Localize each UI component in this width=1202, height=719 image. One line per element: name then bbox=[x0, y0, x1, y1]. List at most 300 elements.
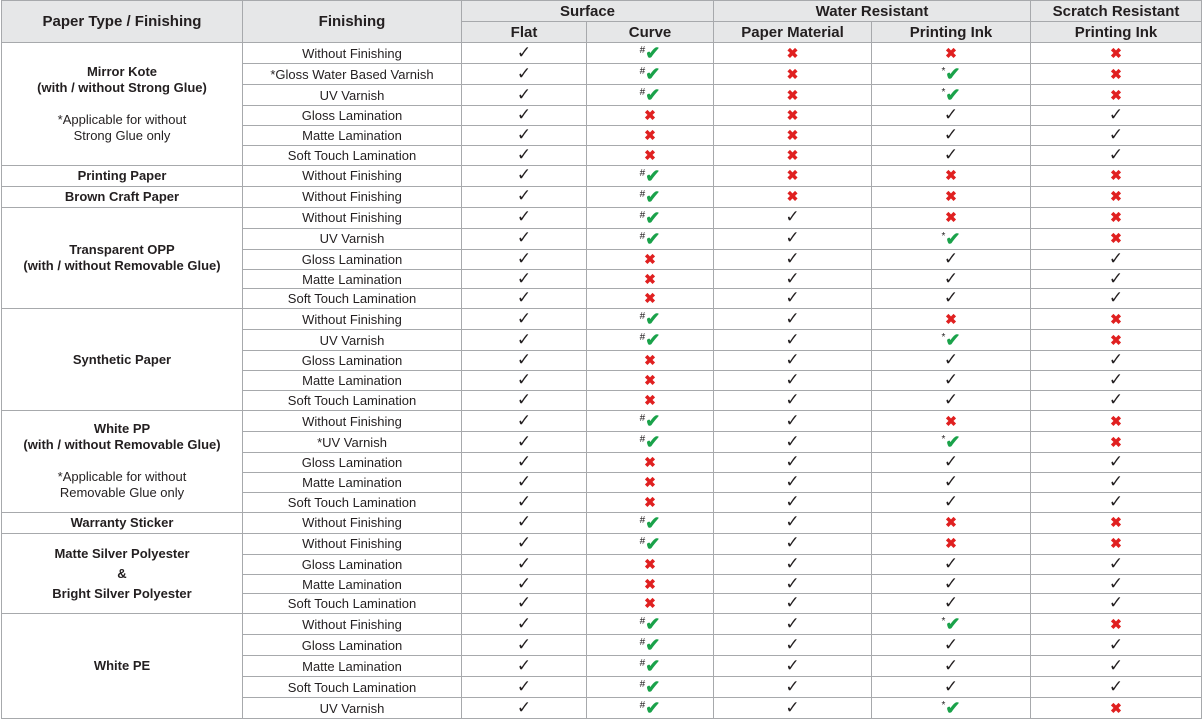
green-check-icon: ✔ bbox=[945, 330, 961, 351]
check-icon: ✓ bbox=[785, 431, 800, 451]
finishing-cell: *UV Varnish bbox=[243, 432, 462, 453]
paper-cell bbox=[714, 309, 872, 330]
curve-cell bbox=[587, 533, 714, 554]
paper-type-cell bbox=[2, 43, 243, 166]
flat-cell bbox=[462, 64, 587, 85]
paper-cell bbox=[714, 554, 872, 574]
flat-cell bbox=[462, 614, 587, 635]
green-check-icon: ✔ bbox=[645, 677, 661, 698]
paper-cell bbox=[714, 574, 872, 594]
scratch-cell bbox=[1031, 228, 1202, 249]
check-icon: ✓ bbox=[1108, 268, 1124, 288]
check-icon: ✓ bbox=[516, 165, 532, 185]
finishing-cell: Matte Lamination bbox=[243, 125, 462, 145]
cross-icon: ✖ bbox=[786, 188, 799, 205]
check-icon: ✓ bbox=[516, 42, 532, 62]
green-check-icon: ✔ bbox=[645, 432, 661, 453]
check-icon: ✓ bbox=[516, 471, 532, 491]
finishing-cell: Gloss Lamination bbox=[243, 554, 462, 574]
check-icon: ✓ bbox=[1108, 655, 1124, 675]
check-icon: ✓ bbox=[516, 63, 532, 83]
curve-cell bbox=[587, 371, 714, 391]
check-icon: ✓ bbox=[516, 228, 532, 248]
finishing-cell: Without Finishing bbox=[243, 43, 462, 64]
ink-cell bbox=[872, 492, 1031, 512]
green-check-icon: ✔ bbox=[645, 411, 661, 432]
green-check-icon: ✔ bbox=[645, 698, 661, 719]
curve-cell bbox=[587, 351, 714, 371]
cross-icon: ✖ bbox=[786, 146, 799, 163]
check-icon: ✓ bbox=[943, 248, 959, 268]
finishing-cell: Gloss Lamination bbox=[243, 453, 462, 473]
scratch-cell bbox=[1031, 411, 1202, 432]
check-icon: ✓ bbox=[943, 104, 959, 124]
check-icon: ✓ bbox=[516, 613, 532, 633]
paper-cell bbox=[714, 207, 872, 228]
hash-note-marker: # bbox=[639, 514, 646, 526]
flat-cell bbox=[462, 574, 587, 594]
check-icon: ✓ bbox=[785, 288, 800, 308]
paper-cell bbox=[714, 453, 872, 473]
flat-cell bbox=[462, 330, 587, 351]
check-icon: ✓ bbox=[943, 634, 959, 654]
green-check-icon: ✔ bbox=[645, 228, 661, 249]
ink-cell bbox=[872, 453, 1031, 473]
check-icon: ✓ bbox=[516, 124, 532, 144]
paper-cell bbox=[714, 698, 872, 719]
cross-icon: ✖ bbox=[1110, 412, 1122, 429]
check-icon: ✓ bbox=[516, 308, 532, 328]
hash-note-marker: # bbox=[639, 679, 646, 691]
flat-cell bbox=[462, 207, 587, 228]
green-check-icon: ✔ bbox=[945, 64, 961, 84]
scratch-cell bbox=[1031, 106, 1202, 126]
check-icon: ✓ bbox=[943, 655, 959, 675]
scratch-cell bbox=[1031, 43, 1202, 64]
paper-type-name: White PP bbox=[93, 421, 151, 437]
check-icon: ✓ bbox=[516, 207, 532, 227]
cross-icon: ✖ bbox=[644, 453, 656, 470]
finishing-cell: Soft Touch Lamination bbox=[243, 391, 462, 411]
flat-cell bbox=[462, 228, 587, 249]
table-row bbox=[2, 309, 1202, 330]
check-icon: ✓ bbox=[943, 451, 959, 471]
flat-cell bbox=[462, 125, 587, 145]
scratch-cell bbox=[1031, 330, 1202, 351]
check-icon: ✓ bbox=[1108, 593, 1124, 613]
check-icon: ✓ bbox=[785, 207, 800, 227]
check-icon: ✓ bbox=[785, 613, 800, 633]
paper-cell bbox=[714, 432, 872, 453]
paper-type-name-line: & bbox=[117, 565, 127, 581]
cross-icon: ✖ bbox=[644, 493, 656, 510]
finishing-cell: UV Varnish bbox=[243, 85, 462, 106]
check-icon: ✓ bbox=[785, 512, 800, 532]
scratch-cell bbox=[1031, 512, 1202, 533]
paper-type-cell bbox=[2, 207, 243, 309]
flat-cell bbox=[462, 269, 587, 289]
scratch-cell bbox=[1031, 391, 1202, 411]
cross-icon: ✖ bbox=[644, 106, 656, 123]
paper-type-name: Synthetic Paper bbox=[72, 351, 172, 367]
scratch-cell bbox=[1031, 64, 1202, 85]
check-icon: ✓ bbox=[785, 533, 800, 553]
table-row bbox=[2, 533, 1202, 554]
check-icon: ✓ bbox=[516, 634, 532, 654]
table-row bbox=[2, 165, 1202, 186]
table-row bbox=[2, 512, 1202, 533]
cross-icon: ✖ bbox=[644, 555, 656, 572]
check-icon: ✓ bbox=[1108, 370, 1124, 390]
green-check-icon: ✔ bbox=[945, 228, 961, 249]
ink-cell bbox=[872, 371, 1031, 391]
green-check-icon: ✔ bbox=[645, 330, 661, 351]
check-icon: ✓ bbox=[785, 491, 800, 511]
finishing-cell: Soft Touch Lamination bbox=[243, 145, 462, 165]
ink-cell bbox=[872, 698, 1031, 719]
scratch-cell bbox=[1031, 432, 1202, 453]
curve-cell bbox=[587, 249, 714, 269]
flat-cell bbox=[462, 106, 587, 126]
finishing-cell: Without Finishing bbox=[243, 309, 462, 330]
cross-icon: ✖ bbox=[945, 310, 957, 327]
check-icon: ✓ bbox=[1108, 248, 1124, 268]
paper-type-name-line: Bright Silver Polyester bbox=[52, 585, 192, 601]
finishing-cell: Gloss Lamination bbox=[243, 635, 462, 656]
curve-cell bbox=[587, 64, 714, 85]
check-icon: ✓ bbox=[785, 248, 800, 268]
flat-cell bbox=[462, 43, 587, 64]
ink-cell bbox=[872, 309, 1031, 330]
green-check-icon: ✔ bbox=[645, 85, 661, 105]
check-icon: ✓ bbox=[943, 676, 959, 696]
scratch-cell bbox=[1031, 656, 1202, 677]
curve-cell bbox=[587, 228, 714, 249]
hash-note-marker: # bbox=[639, 658, 646, 670]
ink-cell bbox=[872, 289, 1031, 309]
paper-type-cell bbox=[2, 533, 243, 614]
paper-cell bbox=[714, 472, 872, 492]
green-check-icon: ✔ bbox=[645, 64, 661, 84]
finishing-cell: Gloss Lamination bbox=[243, 249, 462, 269]
check-icon: ✓ bbox=[516, 512, 532, 532]
check-icon: ✓ bbox=[516, 655, 532, 675]
paper-cell bbox=[714, 85, 872, 106]
check-icon: ✓ bbox=[785, 268, 800, 288]
check-icon: ✓ bbox=[943, 288, 959, 308]
finishing-cell: Gloss Lamination bbox=[243, 106, 462, 126]
paper-type-name: Mirror Kote bbox=[86, 63, 158, 79]
scratch-cell bbox=[1031, 351, 1202, 371]
scratch-cell bbox=[1031, 165, 1202, 186]
green-check-icon: ✔ bbox=[645, 635, 661, 656]
cross-icon: ✖ bbox=[644, 270, 656, 287]
header-flat: Flat bbox=[462, 22, 587, 43]
check-icon: ✓ bbox=[516, 248, 532, 268]
scratch-cell bbox=[1031, 472, 1202, 492]
scratch-cell bbox=[1031, 453, 1202, 473]
finishing-cell: Without Finishing bbox=[243, 411, 462, 432]
star-note-marker: * bbox=[941, 87, 946, 98]
curve-cell bbox=[587, 677, 714, 698]
check-icon: ✓ bbox=[785, 410, 800, 430]
curve-cell bbox=[587, 145, 714, 165]
check-icon: ✓ bbox=[516, 329, 532, 349]
green-check-icon: ✔ bbox=[645, 43, 661, 63]
cross-icon: ✖ bbox=[644, 146, 656, 163]
flat-cell bbox=[462, 533, 587, 554]
flat-cell bbox=[462, 677, 587, 698]
check-icon: ✓ bbox=[516, 144, 532, 164]
finishing-cell: Soft Touch Lamination bbox=[243, 594, 462, 614]
ink-cell bbox=[872, 64, 1031, 85]
paper-cell bbox=[714, 371, 872, 391]
paper-cell bbox=[714, 411, 872, 432]
paper-type-subtitle: (with / without Removable Glue) bbox=[23, 258, 221, 273]
finishing-cell: Matte Lamination bbox=[243, 472, 462, 492]
finishing-cell: Without Finishing bbox=[243, 533, 462, 554]
paper-type-cell bbox=[2, 186, 243, 207]
star-note-marker: * bbox=[941, 66, 946, 77]
paper-type-cell bbox=[2, 512, 243, 533]
cross-icon: ✖ bbox=[644, 126, 656, 143]
paper-type-subtitle: (with / without Removable Glue) bbox=[23, 437, 221, 453]
curve-cell bbox=[587, 309, 714, 330]
header-surface: Surface bbox=[462, 1, 714, 22]
curve-cell bbox=[587, 289, 714, 309]
cross-icon: ✖ bbox=[945, 412, 957, 429]
paper-cell bbox=[714, 330, 872, 351]
check-icon: ✓ bbox=[516, 104, 532, 124]
hash-note-marker: # bbox=[639, 413, 646, 425]
check-icon: ✓ bbox=[516, 268, 532, 288]
cross-icon: ✖ bbox=[644, 290, 656, 307]
curve-cell bbox=[587, 269, 714, 289]
ink-cell bbox=[872, 432, 1031, 453]
hash-note-marker: # bbox=[639, 209, 646, 221]
check-icon: ✓ bbox=[785, 593, 800, 613]
paper-type-name: Transparent OPP bbox=[69, 242, 175, 257]
star-note-marker: * bbox=[941, 434, 946, 446]
finishing-cell: Matte Lamination bbox=[243, 269, 462, 289]
cross-icon: ✖ bbox=[1110, 514, 1122, 531]
curve-cell bbox=[587, 207, 714, 228]
scratch-cell bbox=[1031, 492, 1202, 512]
ink-cell bbox=[872, 165, 1031, 186]
check-icon: ✓ bbox=[943, 390, 959, 410]
finishing-cell: Matte Lamination bbox=[243, 574, 462, 594]
paper-cell bbox=[714, 165, 872, 186]
cross-icon: ✖ bbox=[1110, 44, 1122, 61]
check-icon: ✓ bbox=[516, 288, 532, 308]
ink-cell bbox=[872, 43, 1031, 64]
check-icon: ✓ bbox=[943, 491, 959, 511]
finishing-cell: UV Varnish bbox=[243, 330, 462, 351]
hash-note-marker: # bbox=[639, 700, 646, 712]
cross-icon: ✖ bbox=[1110, 310, 1122, 327]
green-check-icon: ✔ bbox=[945, 432, 961, 453]
check-icon: ✓ bbox=[516, 350, 532, 370]
check-icon: ✓ bbox=[943, 553, 959, 573]
ink-cell bbox=[872, 391, 1031, 411]
table-row bbox=[2, 411, 1202, 432]
curve-cell bbox=[587, 574, 714, 594]
scratch-cell bbox=[1031, 533, 1202, 554]
hash-note-marker: # bbox=[639, 45, 646, 56]
paper-cell bbox=[714, 186, 872, 207]
scratch-cell bbox=[1031, 635, 1202, 656]
check-icon: ✓ bbox=[943, 471, 959, 491]
paper-cell bbox=[714, 635, 872, 656]
header-water-resistant: Water Resistant bbox=[714, 1, 1031, 22]
hash-note-marker: # bbox=[639, 616, 646, 628]
check-icon: ✓ bbox=[785, 634, 800, 654]
check-icon: ✓ bbox=[943, 593, 959, 613]
cross-icon: ✖ bbox=[644, 595, 656, 612]
finishing-cell: Without Finishing bbox=[243, 614, 462, 635]
scratch-cell bbox=[1031, 269, 1202, 289]
scratch-cell bbox=[1031, 186, 1202, 207]
star-note-marker: * bbox=[941, 332, 946, 344]
table-row bbox=[2, 186, 1202, 207]
flat-cell bbox=[462, 249, 587, 269]
ink-cell bbox=[872, 411, 1031, 432]
paper-type-cell bbox=[2, 614, 243, 719]
check-icon: ✓ bbox=[785, 471, 800, 491]
green-check-icon: ✔ bbox=[945, 614, 961, 635]
cross-icon: ✖ bbox=[945, 188, 957, 205]
hash-note-marker: # bbox=[639, 188, 646, 200]
green-check-icon: ✔ bbox=[645, 186, 661, 207]
cross-icon: ✖ bbox=[644, 575, 656, 592]
check-icon: ✓ bbox=[785, 697, 800, 717]
check-icon: ✓ bbox=[516, 186, 532, 206]
scratch-cell bbox=[1031, 125, 1202, 145]
check-icon: ✓ bbox=[1108, 491, 1124, 511]
green-check-icon: ✔ bbox=[645, 165, 661, 186]
cross-icon: ✖ bbox=[945, 167, 957, 184]
paper-cell bbox=[714, 228, 872, 249]
scratch-cell bbox=[1031, 207, 1202, 228]
hash-note-marker: # bbox=[639, 230, 646, 242]
star-note-marker: * bbox=[941, 616, 946, 628]
hash-note-marker: # bbox=[639, 637, 646, 649]
table-row bbox=[2, 207, 1202, 228]
green-check-icon: ✔ bbox=[945, 85, 961, 105]
flat-cell bbox=[462, 432, 587, 453]
scratch-cell bbox=[1031, 554, 1202, 574]
star-note-marker: * bbox=[941, 230, 946, 242]
check-icon: ✓ bbox=[943, 124, 959, 144]
paper-type-subtitle: (with / without Strong Glue) bbox=[37, 79, 207, 95]
ink-cell bbox=[872, 249, 1031, 269]
cross-icon: ✖ bbox=[786, 44, 799, 61]
check-icon: ✓ bbox=[1108, 676, 1124, 696]
ink-cell bbox=[872, 228, 1031, 249]
ink-cell bbox=[872, 677, 1031, 698]
check-icon: ✓ bbox=[785, 553, 800, 573]
flat-cell bbox=[462, 165, 587, 186]
paper-cell bbox=[714, 656, 872, 677]
flat-cell bbox=[462, 186, 587, 207]
hash-note-marker: # bbox=[639, 311, 646, 323]
cross-icon: ✖ bbox=[1110, 230, 1122, 247]
header-scratch-resistant: Scratch Resistant bbox=[1031, 1, 1202, 22]
scratch-cell bbox=[1031, 698, 1202, 719]
check-icon: ✓ bbox=[516, 533, 532, 553]
finishing-cell: Without Finishing bbox=[243, 165, 462, 186]
finishing-cell: Without Finishing bbox=[243, 512, 462, 533]
paper-cell bbox=[714, 512, 872, 533]
ink-cell bbox=[872, 145, 1031, 165]
finishing-cell: Gloss Lamination bbox=[243, 351, 462, 371]
curve-cell bbox=[587, 85, 714, 106]
curve-cell bbox=[587, 594, 714, 614]
curve-cell bbox=[587, 656, 714, 677]
scratch-cell bbox=[1031, 371, 1202, 391]
check-icon: ✓ bbox=[785, 676, 800, 696]
curve-cell bbox=[587, 472, 714, 492]
ink-cell bbox=[872, 186, 1031, 207]
flat-cell bbox=[462, 289, 587, 309]
curve-cell bbox=[587, 635, 714, 656]
check-icon: ✓ bbox=[785, 329, 800, 349]
finishing-cell: UV Varnish bbox=[243, 228, 462, 249]
check-icon: ✓ bbox=[1108, 390, 1124, 410]
check-icon: ✓ bbox=[516, 573, 532, 593]
curve-cell bbox=[587, 165, 714, 186]
check-icon: ✓ bbox=[516, 697, 532, 717]
flat-cell bbox=[462, 145, 587, 165]
check-icon: ✓ bbox=[516, 451, 532, 471]
ink-cell bbox=[872, 594, 1031, 614]
scratch-cell bbox=[1031, 677, 1202, 698]
flat-cell bbox=[462, 554, 587, 574]
cross-icon: ✖ bbox=[786, 126, 799, 143]
cross-icon: ✖ bbox=[1110, 331, 1122, 348]
cross-icon: ✖ bbox=[644, 473, 656, 490]
cross-icon: ✖ bbox=[644, 392, 656, 409]
cross-icon: ✖ bbox=[786, 86, 799, 103]
flat-cell bbox=[462, 391, 587, 411]
curve-cell bbox=[587, 43, 714, 64]
green-check-icon: ✔ bbox=[645, 207, 661, 228]
check-icon: ✓ bbox=[1108, 144, 1124, 164]
ink-cell bbox=[872, 533, 1031, 554]
paper-type-cell bbox=[2, 309, 243, 411]
ink-cell bbox=[872, 574, 1031, 594]
paper-type-cell bbox=[2, 411, 243, 513]
paper-type-name: Warranty Sticker bbox=[70, 514, 174, 530]
paper-cell bbox=[714, 249, 872, 269]
flat-cell bbox=[462, 371, 587, 391]
paper-cell bbox=[714, 106, 872, 126]
check-icon: ✓ bbox=[943, 268, 959, 288]
header-printing-ink-scratch: Printing Ink bbox=[1031, 22, 1202, 43]
check-icon: ✓ bbox=[516, 370, 532, 390]
paper-type-note-line: *Applicable for without bbox=[57, 111, 187, 127]
finishing-cell: Matte Lamination bbox=[243, 656, 462, 677]
flat-cell bbox=[462, 85, 587, 106]
paper-cell bbox=[714, 533, 872, 554]
ink-cell bbox=[872, 554, 1031, 574]
paper-cell bbox=[714, 492, 872, 512]
paper-type-name: Brown Craft Paper bbox=[64, 188, 180, 204]
curve-cell bbox=[587, 391, 714, 411]
check-icon: ✓ bbox=[943, 350, 959, 370]
ink-cell bbox=[872, 614, 1031, 635]
ink-cell bbox=[872, 351, 1031, 371]
